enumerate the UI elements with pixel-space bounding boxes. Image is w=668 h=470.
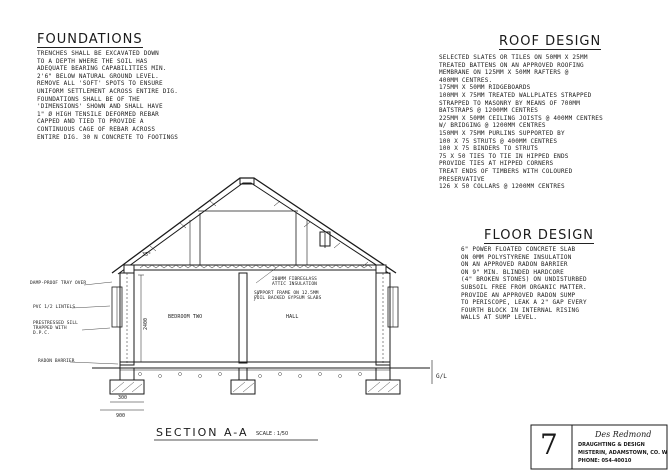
roof-note-line: MEMBRANE ON 125MM X 50MM RAFTERS @ [439, 69, 569, 77]
roof-note-line: 75 X 50 TIES TO TIE IN HIPPED ENDS [439, 152, 569, 160]
roof-note-line: STRAPPED TO MASONRY BY MEANS OF 700MM [439, 99, 581, 107]
company-name: DRAUGHTING & DESIGN [578, 442, 645, 448]
company-phone: PHONE: 054-40010 [578, 458, 632, 464]
roof-note-line: 100MM X 75MM TREATED WALLPLATES STRAPPED [439, 91, 592, 99]
dimension-900: 900 [116, 413, 126, 419]
foundations-note-line: TO A DEPTH WHERE THE SOIL HAS [37, 57, 148, 65]
bedroom-two-label: BEDROOM TWO [168, 314, 203, 320]
floor-note-line: ON 0MM POLYSTYRENE INSULATION [461, 253, 572, 261]
radon-barrier-label: RADON BARRIER [38, 359, 75, 364]
roof-note-line: PRESERVATIVE [439, 175, 485, 183]
foundations-note-line: CONTINUOUS CAGE OF REBAR ACROSS [37, 125, 156, 133]
roof-note-line: SELECTED SLATES OR TILES ON 50MM X 25MM [439, 54, 588, 61]
wall-plate-right [376, 265, 386, 273]
internal-wall [239, 273, 247, 363]
floor-note-line: TO PERISCOPE, LEAK A 2" GAP EVERY [461, 299, 587, 307]
foundations-note-line: UNIFORM SETTLEMENT ACROSS ENTIRE DIG. [37, 87, 179, 95]
foundations-note-line: 1" Ø HIGH TENSILE DEFORMED REBAR [37, 110, 159, 118]
roof-note-line: 126 X 50 COLLARS @ 1200MM CENTRES [439, 183, 565, 191]
foundations-note-line: CAPPED AND TIED TO PROVIDE A [37, 118, 144, 126]
floor-note-line: (4" BROKEN STONES) ON UNDISTURBED [461, 276, 587, 284]
roof-note-line: TREAT ENDS OF TIMBERS WITH COLOURED [439, 167, 573, 175]
sill-label: PRESTRESSED SILL TRAPPED WITH D.P.C. [33, 321, 78, 336]
roof-note-line: 100 X 75 BINDERS TO STRUTS [439, 145, 539, 153]
lintel-label: PVC 1/2 LINTELS [33, 305, 76, 310]
foundations-note-line: 2'6" BELOW NATURAL GROUND LEVEL. [37, 72, 159, 80]
attic-insulation-label: 200MM FIBREGLASS ATTIC INSULATION [272, 277, 317, 287]
floor-slab [120, 362, 390, 368]
hall-label: HALL [286, 314, 299, 320]
dpc-tray-label: DAMP-PROOF TRAY OVER [30, 281, 87, 286]
foundations-title: FOUNDATIONS [37, 32, 143, 47]
company-address: MISTERIN, ADAMSTOWN, CO. W [578, 450, 668, 456]
dimension-300: 300 [118, 395, 128, 401]
foundations-note-line: 'DIMENSIONS' SHOWN AND SHALL HAVE [37, 103, 163, 111]
roof-note-line: 225MM X 50MM CEILING JOISTS @ 400MM CENTRES [439, 114, 603, 122]
footing-left [110, 380, 144, 394]
roof-note-line: BATSTRAPS @ 1200MM CENTRES [439, 107, 539, 115]
wall-plate-left [124, 265, 134, 273]
roof-note-line: W/ BRIDGING @ 1200MM CENTRES [439, 122, 546, 130]
roof-design-title: ROOF DESIGN [499, 34, 602, 49]
foundations-note-line: TRENCHES SHALL BE EXCAVATED DOWN [37, 50, 159, 57]
hardcore-stones [139, 373, 362, 378]
wall-height-label: 2400 [143, 317, 149, 330]
footing-right [366, 380, 400, 394]
roof-note-line: 400MM CENTRES. [439, 76, 493, 84]
plasterboard-label: SUPPORT FRAME ON 12.5MM FOIL BACKED GYPSUM SLABS [254, 291, 322, 301]
floor-design-title: FLOOR DESIGN [484, 228, 594, 243]
foundations-note-line: FOUNDATIONS SHALL BE OF THE [37, 95, 140, 103]
designer-signature: Des Redmond [595, 430, 652, 439]
floor-note-line: PROVIDE AN APPROVED RADON SUMP [461, 291, 576, 299]
ground-level-symbol: G/L [436, 373, 447, 380]
section-label: SECTION A-A [156, 426, 249, 439]
roof-note-line: TREATED BATTENS ON AN APPROVED ROOFING [439, 61, 584, 69]
scale-label: SCALE : 1/50 [256, 431, 289, 437]
roof-outline [112, 178, 396, 273]
floor-note-line: ON AN APPROVED RADON BARRIER [461, 261, 568, 269]
floor-note-line: 6" POWER FLOATED CONCRETE SLAB [461, 246, 576, 253]
roof-inner-line [118, 183, 390, 274]
floor-note-line: SUBSOIL FREE FROM ORGANIC MATTER. [461, 283, 587, 291]
floor-note-line: ON 9" MIN. BLINDED HARDCORE [461, 268, 564, 276]
roof-note-line: 175MM X 50MM RIDGEBOARDS [439, 84, 531, 92]
foundations-note-line: REMOVE ALL 'SOFT' SPOTS TO ENSURE [37, 80, 163, 88]
roof-pitch-label: 35° [142, 252, 152, 258]
roof-note-line: PROVIDE TIES AT HIPPED CORNERS [439, 160, 554, 168]
roof-note-line: 100 X 75 STRUTS @ 400MM CENTRES [439, 137, 558, 145]
sheet-number: 7 [540, 428, 558, 461]
foundations-note-line: ENTIRE DIG. 30 N CONCRETE TO FOOTINGS [37, 133, 179, 141]
floor-note-line: WALLS AT SUMP LEVEL. [461, 314, 538, 322]
roof-note-line: 150MM X 75MM PURLINS SUPPORTED BY [439, 129, 565, 137]
floor-note-line: FOURTH BLOCK IN INTERNAL RISING [461, 306, 580, 314]
foundations-note-line: ADEQUATE BEARING CAPABILITIES MIN. [37, 65, 167, 73]
